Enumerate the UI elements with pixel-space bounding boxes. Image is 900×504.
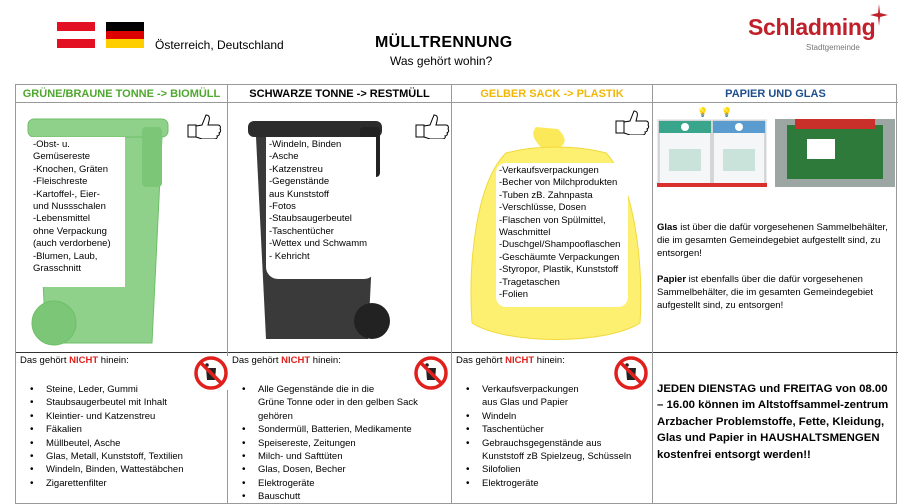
rest-not-item: • Elektrogeräte	[228, 477, 418, 490]
rest-not-item: • Glas, Dosen, Becher	[228, 463, 418, 476]
rest-not-item: • Bauschutt	[228, 490, 418, 503]
logo-name: Schladming	[748, 14, 876, 40]
plastic-item: -Verschlüsse, Dosen	[499, 202, 587, 214]
svg-text:💡: 💡	[697, 108, 709, 118]
plastic-items-box	[496, 163, 628, 307]
plastic-lower	[452, 353, 652, 504]
sorting-table	[15, 84, 897, 504]
column-paper-glass	[653, 85, 898, 504]
plastic-not-item: • Elektrogeräte	[452, 477, 631, 490]
plastic-item: -Duschgel/Shampooflaschen	[499, 239, 621, 251]
bio-item: -Lebensmittel	[33, 213, 91, 225]
plastic-item: -Geschäumte Verpackungen	[499, 251, 620, 263]
bio-item: -Obst- u.	[33, 139, 70, 150]
rest-not-item: • Sondermüll, Batterien, Medikamente	[228, 423, 418, 436]
header-paper-glass: PAPIER UND GLAS	[653, 85, 898, 103]
austria-flag	[57, 22, 95, 48]
germany-flag	[106, 22, 144, 48]
rest-item: -Asche	[269, 151, 299, 163]
glass-info: Glas ist über die dafür vorgesehenen Sammelbehälter, die im gesamten Gemeindegebiet aufgestellt sind, zu entsorgen!	[657, 222, 888, 260]
bio-not-item: • Glas, Metall, Kunststoff, Textilien	[16, 450, 183, 463]
no-entry-sign-icon	[194, 356, 228, 390]
bio-item: -Fleischreste	[33, 176, 88, 188]
plastic-item: -Verkaufsverpackungen	[499, 165, 599, 176]
plastic-item: -Flaschen von Spülmittel,	[499, 214, 606, 226]
rest-upper	[228, 103, 451, 353]
column-plastic	[452, 85, 653, 504]
rest-not-item: • Speisereste, Zeitungen	[228, 437, 418, 450]
rest-item: -Wettex und Schwamm	[269, 238, 368, 250]
rest-not-label: Das gehört NICHT hinein:	[232, 355, 341, 366]
rest-not-item: • Milch- und Safttüten	[228, 450, 418, 463]
bio-item: -Knochen, Gräten	[33, 163, 108, 175]
plastic-item: -Styropor, Plastik, Kunststoff	[499, 264, 619, 276]
bio-not-item: • Staubsaugerbeutel mit Inhalt	[16, 396, 183, 409]
no-entry-sign-icon	[414, 356, 448, 390]
rest-not-list	[228, 383, 418, 504]
paper-lower	[653, 353, 898, 504]
paper-upper	[653, 103, 898, 353]
plastic-item: Waschmittel	[499, 227, 551, 239]
schladming-logo	[748, 14, 888, 54]
plastic-not-list	[452, 383, 631, 490]
plastic-upper	[452, 103, 652, 353]
thumbs-up-icon	[186, 113, 224, 139]
rest-not-item: Grüne Tonne oder in den gelben Sack	[258, 397, 418, 409]
header-rest: SCHWARZE TONNE -> RESTMÜLL	[228, 85, 451, 103]
rest-items-box	[266, 137, 376, 279]
bio-not-item: • Steine, Leder, Gummi	[16, 383, 183, 396]
bio-item: -Blumen, Laub,	[33, 250, 98, 262]
rest-item: -Staubsaugerbeutel	[269, 213, 352, 225]
bio-not-list	[16, 383, 183, 490]
page-subtitle: Was gehört wohin?	[390, 54, 493, 68]
thumbs-up-icon	[414, 113, 452, 139]
page-title: MÜLLTRENNUNG	[375, 34, 513, 51]
rest-item: -Windeln, Binden	[269, 139, 342, 150]
rest-item: - Kehricht	[269, 250, 310, 262]
rest-item: aus Kunststoff	[269, 188, 330, 200]
thumbs-up-icon	[614, 109, 652, 135]
column-bio	[16, 85, 228, 504]
collection-center-hours: JEDEN DIENSTAG und FREITAG von 08.00 – 16.00 können im Altstoffsammel-zentrum Arzbacher Problemstoffe, Fette, Kleidung, Glas und Papier in HAUSHALTSMENGEN kostenfrei entsorgt werden!!	[657, 383, 889, 461]
rest-item: -Katzenstreu	[269, 163, 323, 175]
plastic-not-item: • Gebrauchsgegenstände aus	[452, 437, 631, 450]
plastic-not-item: • Windeln	[452, 410, 631, 423]
star-icon	[870, 4, 888, 26]
bio-item: Grasschnitt	[33, 263, 82, 275]
bio-not-item: • Fäkalien	[16, 423, 183, 436]
column-rest	[228, 85, 452, 504]
bio-items-box	[30, 137, 125, 287]
plastic-not-item: • Verkaufsverpackungen	[452, 383, 631, 396]
rest-item: -Gegenstände	[269, 176, 330, 188]
bio-item: ohne Verpackung	[33, 225, 107, 237]
logo-subtitle: Stadtgemeinde	[806, 43, 860, 52]
bio-upper	[16, 103, 227, 353]
bio-not-item: • Müllbeutel, Asche	[16, 437, 183, 450]
header-plastic: GELBER SACK -> PLASTIK	[452, 85, 652, 103]
recycling-containers-image	[657, 105, 897, 189]
country-label: Österreich, Deutschland	[155, 38, 284, 52]
rest-lower	[228, 353, 451, 504]
rest-not-item: • Alle Gegenstände die in die	[228, 383, 418, 396]
bio-not-label: Das gehört NICHT hinein:	[20, 355, 129, 366]
bio-not-item: • Kleintier- und Katzenstreu	[16, 410, 183, 423]
plastic-not-label: Das gehört NICHT hinein:	[456, 355, 565, 366]
plastic-item: -Tragetaschen	[499, 276, 560, 288]
plastic-not-item: Kunststoff zB Spielzeug, Schüsseln	[482, 451, 632, 463]
bio-item: (auch verdorbene)	[33, 238, 111, 250]
rest-not-item: gehören	[258, 410, 293, 422]
plastic-not-item: aus Glas und Papier	[482, 397, 569, 409]
bio-not-item: • Zigarettenfilter	[16, 477, 183, 490]
plastic-item: -Folien	[499, 289, 529, 301]
bio-not-item: • Windeln, Binden, Wattestäbchen	[16, 463, 183, 476]
bio-item: Gemüsereste	[33, 151, 91, 163]
plastic-not-item: • Taschentücher	[452, 423, 631, 436]
bio-item: -Kartoffel-, Eier-	[33, 188, 100, 200]
svg-text:💡: 💡	[721, 108, 733, 118]
bio-lower	[16, 353, 227, 504]
rest-item: -Taschentücher	[269, 225, 334, 237]
paper-info: Papier ist ebenfalls über die dafür vorgesehenen Sammelbehälter, die im gesamten Gemeindegebiet aufgestellt sind, zu entsorgen!	[657, 274, 873, 312]
rest-item: -Fotos	[269, 201, 296, 213]
plastic-item: -Tuben zB. Zahnpasta	[499, 189, 593, 201]
header-bio: GRÜNE/BRAUNE TONNE -> BIOMÜLL	[16, 85, 227, 103]
plastic-item: -Becher von Milchprodukten	[499, 177, 618, 189]
bio-item: und Nussschalen	[33, 201, 106, 213]
plastic-not-item: • Silofolien	[452, 463, 631, 476]
